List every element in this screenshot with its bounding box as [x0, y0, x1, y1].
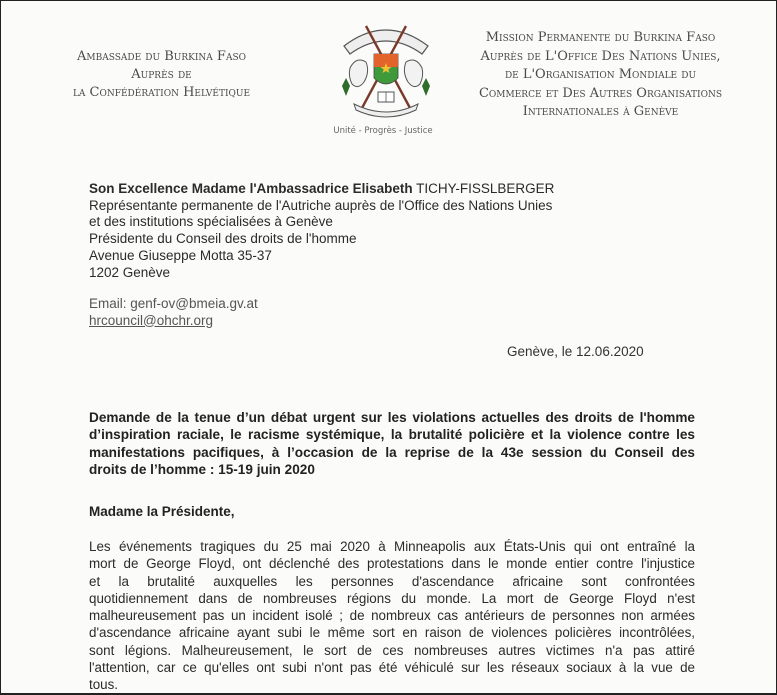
plant-right: [422, 78, 430, 96]
body-line: quotidiennement dans de nombreuses régions du monde. La mort de George Floyd n'est: [89, 590, 695, 606]
email-link[interactable]: hrcouncil@ohchr.org: [89, 312, 214, 328]
horse-left: [349, 60, 367, 87]
body-line: sont légions. Malheureusement, le sort de ces nombreuses autres victimes n'a pas attiré: [89, 642, 695, 658]
coat-of-arms-icon: [336, 16, 436, 121]
letterhead-right-line: Internationales à Genève: [522, 104, 679, 119]
letterhead-right-line: Mission Permanente du Burkina Faso: [485, 30, 716, 45]
recipient-email: [89, 296, 258, 329]
letterhead-mission: [463, 29, 738, 122]
address-line: Avenue Giuseppe Motta 35-37: [89, 247, 272, 263]
address-line: et des institutions spécialisées à Genève: [89, 214, 333, 230]
address-line: Présidente du Conseil des droits de l'homme: [89, 231, 357, 247]
letterhead-left-line: Auprès de: [131, 67, 192, 82]
email-address: genf-ov@bmeia.gv.at: [130, 296, 258, 311]
body-line: Les événements tragiques du 25 mai 2020 à Minneapolis aux États-Unis qui ont entraîné la: [89, 539, 695, 554]
banner-ribbon: [344, 30, 428, 54]
subject-line: d’inspiration raciale, le racisme systémique, la brutalité policière et la violence contre les: [89, 427, 695, 443]
subject-line: Demande de la tenue d’un débat urgent sur les violations actuelles des droits de l'homme: [89, 410, 695, 425]
letterhead-right-line: Commerce et Des Autres Organisations: [478, 85, 722, 101]
recipient-address: [89, 181, 554, 281]
plant-left: [342, 78, 350, 96]
letterhead-embassy: [59, 48, 264, 102]
address-line: 1202 Genève: [89, 264, 171, 280]
body-line: d'ascendance africaine ayant subi le même sort en raison de violences policières incontrôlées,: [89, 625, 695, 641]
subject-line: droits de l’homme : 15-19 juin 2020: [89, 461, 315, 477]
recipient-name: Son Excellence Madame l'Ambassadrice Elisabeth: [89, 181, 413, 196]
body-line: malheureusement pas un incident isolé ; de nombreux cas antérieurs de personnes non armées: [89, 608, 695, 624]
horse-right: [404, 60, 422, 87]
letterhead-right-line: de L'Organisation Mondiale du: [504, 67, 697, 82]
recipient-surname: TICHY-FISSLBERGER: [416, 181, 555, 196]
body-line: tous.: [89, 677, 119, 693]
subject-line: manifestations pacifiques, à l’occasion de la reprise de la 43e session du Conseil des: [89, 444, 695, 460]
salutation: Madame la Présidente,: [89, 504, 235, 519]
email-label: Email:: [89, 296, 127, 311]
body-line: l'attention, car ce qu'elles ont subi n'ont pas été véhiculé sur les réseaux sociaux à la vue de: [89, 660, 695, 676]
body-line: mort de George Floyd, ont déclenché des protestations dans le monde entier contre l'injustice: [89, 556, 695, 572]
letterhead-left-line: Ambassade du Burkina Faso: [76, 49, 246, 64]
address-line: Représentante permanente de l'Autriche auprès de l'Office des Nations Unies: [89, 197, 553, 213]
letterhead-left-line: la Confédération Helvétique: [72, 85, 251, 100]
body-paragraph: [89, 538, 695, 694]
subject: [89, 409, 695, 478]
motto: Unité - Progrès - Justice: [333, 126, 433, 136]
body-line: et la brutalité auxquelles les personnes d'ascendance africaine sont confrontées: [89, 573, 695, 589]
letterhead-right-line: Auprès de L'Office Des Nations Unies,: [480, 48, 721, 64]
date-line: Genève, le 12.06.2020: [507, 344, 644, 359]
